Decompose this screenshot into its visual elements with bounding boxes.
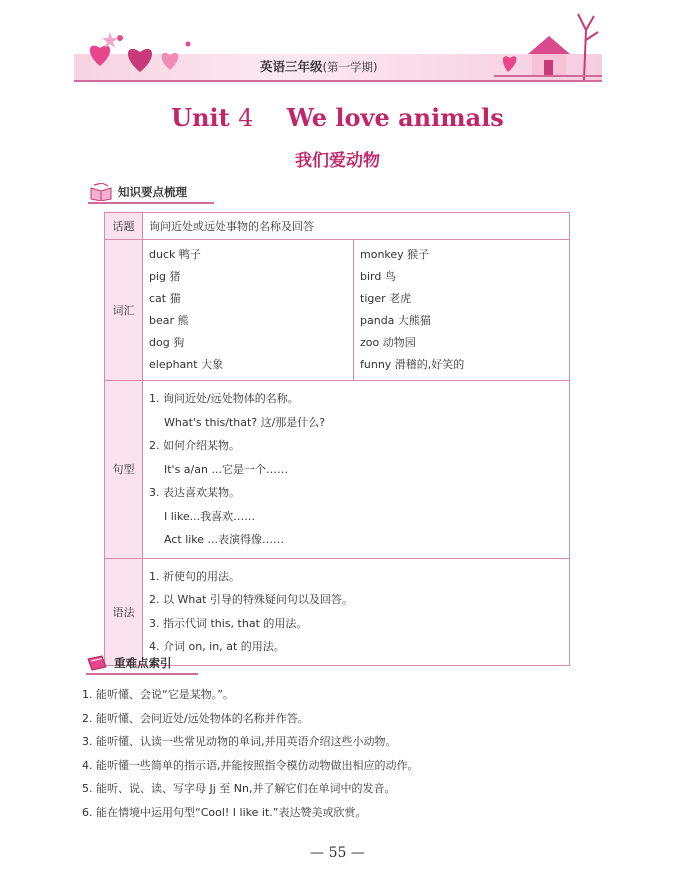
list-item: 3. 能听懂、认读一些常见动物的单词,并用英语介绍这些小动物。	[82, 735, 397, 749]
grammar-line: 4. 介词 on, in, at 的用法。	[149, 640, 285, 653]
unit-name: We love animals	[286, 103, 504, 132]
book-title	[260, 57, 378, 75]
unit-word: Unit	[171, 103, 230, 132]
list-item: 1. 能听懂、会说“它是某物。”。	[82, 688, 234, 701]
vocab-left-column	[143, 240, 354, 381]
vocab-item: bird 鸟	[360, 270, 396, 283]
hearts-decoration-left	[80, 26, 200, 78]
section-keypoints-underline	[86, 673, 198, 675]
table-row-sentences	[105, 381, 570, 559]
sentence-line: I like...我喜欢……	[164, 509, 256, 523]
unit-number: 4	[238, 104, 254, 132]
section-keypoints-heading	[86, 655, 172, 671]
vocab-item: pig 猪	[149, 270, 181, 283]
vocab-item: bear 熊	[149, 314, 189, 327]
sentence-line: 2. 如何介绍某物。	[149, 439, 240, 452]
vocab-item: elephant 大象	[149, 358, 224, 371]
sentence-line: Act like ...表演得像……	[164, 533, 285, 546]
topic-text: 询问近处或远处事物的名称及回答	[143, 213, 570, 240]
vocab-item: zoo 动物园	[360, 336, 416, 349]
book-title-sub: (第一学期)	[322, 60, 378, 74]
grammar-line: 3. 指示代词 this, that 的用法。	[149, 616, 308, 630]
objectives-list	[82, 683, 419, 825]
section-knowledge-label: 知识要点梳理	[118, 185, 187, 199]
page-number: — 55 —	[310, 845, 365, 861]
vocab-right-column	[354, 240, 570, 381]
table-row-vocab	[105, 240, 570, 381]
sentence-line: What's this/that? 这/那是什么?	[164, 415, 326, 429]
list-item: 2. 能听懂、会问近处/远处物体的名称并作答。	[82, 711, 309, 725]
table-row-topic	[105, 213, 570, 240]
book-icon	[90, 183, 112, 201]
list-item: 4. 能听懂一些简单的指示语,并能按照指令模仿动物做出相应的动作。	[82, 758, 419, 772]
section-keypoints-label: 重难点索引	[114, 656, 172, 670]
list-item: 6. 能在情境中运用句型“Cool! I like it.”表达赞美或欣赏。	[82, 805, 367, 819]
sentence-line: 1. 询问近处/远处物体的名称。	[149, 392, 299, 405]
vocab-item: dog 狗	[149, 336, 185, 349]
house-decoration-right	[494, 10, 602, 80]
sentence-line: 3. 表达喜欢某物。	[149, 486, 240, 499]
unit-title	[0, 103, 675, 132]
vocab-item: duck 鸭子	[149, 248, 201, 261]
vocab-item: panda 大熊猫	[360, 314, 431, 327]
vocab-category: 词汇	[105, 240, 143, 381]
unit-title-chinese: 我们爱动物	[295, 151, 380, 171]
grammar-content	[143, 558, 570, 665]
book-title-main: 英语三年级	[260, 59, 323, 74]
grammar-category: 语法	[105, 558, 143, 665]
vocab-item: cat 猫	[149, 292, 181, 305]
section-knowledge-heading	[90, 183, 187, 201]
table-row-grammar	[105, 558, 570, 665]
knowledge-table	[104, 212, 570, 666]
vocab-item: funny 滑稽的,好笑的	[360, 358, 465, 371]
sentences-category: 句型	[105, 381, 143, 559]
sentence-line: It's a/an ...它是一个……	[164, 462, 288, 476]
grammar-line: 1. 祈使句的用法。	[149, 569, 240, 583]
vocab-item: tiger 老虎	[360, 292, 412, 305]
book-icon	[86, 655, 108, 671]
sentences-content	[143, 381, 570, 559]
list-item: 5. 能听、说、读、写字母 Jj 至 Nn,并了解它们在单词中的发音。	[82, 782, 396, 796]
page-header	[74, 8, 602, 82]
section-knowledge-underline	[88, 202, 214, 204]
topic-category: 话题	[105, 213, 143, 240]
vocab-item: monkey 猴子	[360, 248, 430, 261]
grammar-line: 2. 以 What 引导的特殊疑问句以及回答。	[149, 593, 353, 606]
